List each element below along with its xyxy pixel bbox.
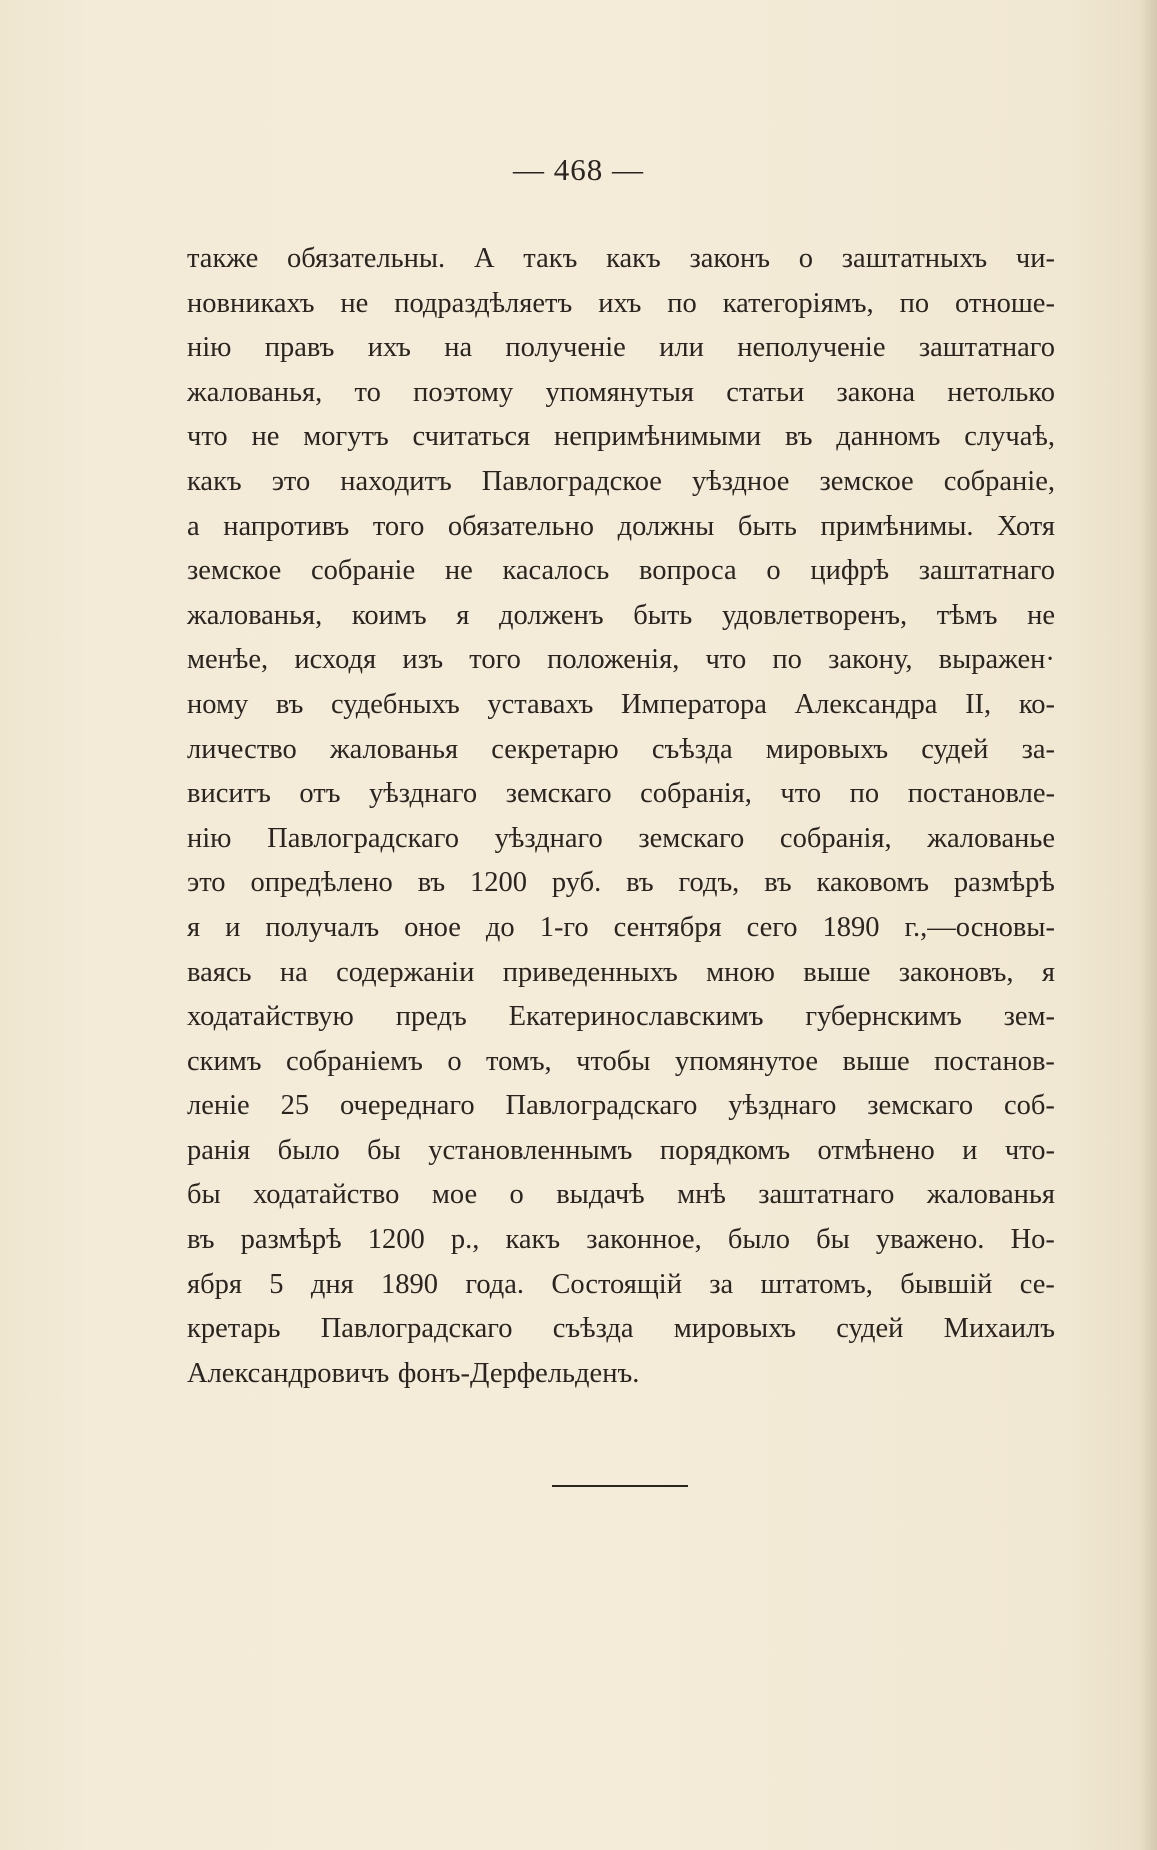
- word: закона: [836, 376, 915, 408]
- word: сентября: [613, 911, 722, 943]
- word: руб.: [551, 867, 602, 899]
- page-edge-shadow: [1139, 0, 1157, 1850]
- word: выдачѣ: [556, 1179, 645, 1211]
- word: а: [187, 510, 200, 542]
- word: того: [469, 644, 521, 676]
- word: Михаилъ: [943, 1313, 1055, 1345]
- word: ходатайствую: [187, 1001, 354, 1033]
- word: вопроса: [639, 555, 737, 587]
- word: по: [667, 287, 697, 319]
- word: собраніе: [310, 555, 416, 587]
- word: по: [899, 287, 930, 319]
- word: не: [444, 555, 473, 587]
- word: Павлоградскаго: [267, 822, 459, 854]
- word: мое: [431, 1179, 478, 1211]
- word: дня: [310, 1268, 354, 1300]
- word: это: [187, 867, 226, 899]
- word: отъ: [299, 778, 341, 810]
- word: сего: [746, 911, 798, 943]
- word: бы: [816, 1224, 850, 1256]
- word: 1200: [470, 867, 528, 899]
- word: каковомъ: [816, 867, 930, 899]
- text-line: [187, 1173, 1055, 1218]
- word: очереднаго: [339, 1090, 475, 1122]
- word: упомянутыя: [545, 376, 695, 408]
- word: обязательны.: [287, 243, 446, 274]
- word: Павлоградскаго: [320, 1313, 513, 1345]
- word: законное,: [586, 1224, 702, 1256]
- text-line: [187, 683, 1055, 728]
- word: земскаго: [638, 822, 745, 854]
- word: Павлоградскаго: [505, 1090, 698, 1122]
- word: штатомъ,: [760, 1268, 873, 1300]
- word: касалось: [502, 555, 610, 587]
- word: что: [705, 644, 747, 676]
- text-line: [187, 728, 1055, 773]
- text-line: [187, 995, 1055, 1040]
- word: отноше-: [955, 287, 1055, 319]
- word: жалованье: [927, 822, 1055, 854]
- word: чтобы: [576, 1045, 651, 1077]
- word: судей: [921, 733, 989, 765]
- word: статьи: [726, 376, 805, 408]
- word: Состоящій: [551, 1268, 682, 1300]
- word: какъ: [187, 465, 242, 497]
- word: установленнымъ: [428, 1134, 633, 1166]
- word: заштатнаго: [918, 332, 1055, 364]
- word: бы: [367, 1134, 401, 1166]
- word: съѣзда: [552, 1313, 634, 1345]
- word: новникахъ: [187, 287, 315, 319]
- word: порядкомъ: [659, 1134, 791, 1166]
- word: подраздѣляетъ: [394, 287, 573, 319]
- word: напротивъ: [223, 510, 350, 542]
- word: за: [709, 1268, 734, 1300]
- word: соб-: [1004, 1090, 1055, 1122]
- word: выше: [803, 956, 871, 988]
- text-line: [187, 237, 1055, 282]
- word: размѣрѣ: [240, 1224, 342, 1256]
- word: земскаго: [867, 1090, 974, 1122]
- word: жалованья: [926, 1179, 1055, 1211]
- text-line: [187, 460, 1055, 505]
- word: какъ: [606, 243, 661, 274]
- word: въ: [764, 867, 792, 899]
- word: категоріямъ,: [722, 287, 874, 319]
- text-line: [187, 326, 1055, 371]
- word: примѣнимы.: [820, 510, 974, 542]
- word: ваясь: [187, 956, 252, 988]
- word: 1890: [381, 1268, 439, 1300]
- word: судебныхъ: [331, 688, 460, 720]
- word: выражен·: [938, 644, 1055, 676]
- word: по: [772, 644, 802, 676]
- word: земское: [819, 465, 914, 497]
- text-line: [187, 861, 1055, 906]
- word: удовлетворенъ,: [721, 599, 908, 631]
- word: заштатнаго: [918, 555, 1055, 587]
- word: не: [251, 421, 280, 453]
- word: обязательно: [447, 510, 595, 542]
- word: мною: [706, 956, 775, 988]
- word: уѣзднаго: [728, 1090, 837, 1122]
- word: закону,: [828, 644, 913, 676]
- word: личество: [187, 733, 297, 765]
- word: Павлоградское: [481, 465, 662, 497]
- word: быть: [737, 510, 797, 542]
- word: томъ,: [486, 1045, 552, 1077]
- word: ко-: [1018, 688, 1055, 720]
- word: положенія,: [547, 644, 680, 676]
- word: ихъ: [367, 332, 411, 364]
- word: о: [766, 555, 781, 587]
- word: это: [271, 465, 311, 497]
- text-line: [187, 549, 1055, 594]
- word: Екатеринославскимъ: [508, 1001, 764, 1033]
- word: секретарю: [491, 733, 619, 765]
- word: приведенныхъ: [502, 956, 678, 988]
- word: собранія,: [640, 778, 752, 810]
- word: могутъ: [303, 421, 389, 453]
- word: то: [354, 376, 381, 408]
- word: неполученіе: [737, 332, 886, 364]
- text-line: [187, 1263, 1055, 1308]
- word: ному: [187, 688, 249, 720]
- word: до: [485, 911, 515, 943]
- word: постанов-: [934, 1045, 1055, 1077]
- text-line: [187, 505, 1055, 550]
- word: Александра: [794, 688, 938, 720]
- word: жалованья: [329, 733, 459, 765]
- text-line: [187, 951, 1055, 996]
- word: мнѣ: [677, 1179, 726, 1211]
- word: считаться: [412, 421, 531, 453]
- text-line: [187, 1218, 1055, 1263]
- word: данномъ: [836, 421, 941, 453]
- word: долженъ: [499, 599, 604, 631]
- word: съѣзда: [651, 733, 733, 765]
- word: опредѣлено: [250, 867, 393, 899]
- word: собраніемъ: [285, 1045, 423, 1077]
- word: 1-го: [539, 911, 589, 943]
- word: заштатнаго: [758, 1179, 895, 1211]
- word: скимъ: [187, 1045, 262, 1077]
- word: бывшій: [900, 1268, 993, 1300]
- word: въ: [417, 867, 446, 899]
- word: фонъ-Дерфельденъ.: [397, 1357, 640, 1389]
- word: въ: [784, 421, 813, 453]
- word: я: [456, 599, 470, 631]
- word: изъ: [402, 644, 444, 676]
- word: коимъ: [351, 599, 427, 631]
- word: размѣрѣ: [953, 867, 1055, 899]
- word: нію: [187, 332, 232, 364]
- word: 5: [269, 1268, 284, 1300]
- word: нетолько: [947, 376, 1055, 408]
- word: кретарь: [187, 1313, 281, 1345]
- word: ября: [187, 1268, 242, 1300]
- word: оное: [404, 911, 461, 943]
- word: зем-: [1003, 1001, 1055, 1033]
- word: ходатайство: [253, 1179, 400, 1211]
- word: въ: [275, 688, 304, 720]
- word: случаѣ,: [964, 421, 1055, 453]
- closing-rule: [552, 1485, 688, 1487]
- word: мировыхъ: [765, 733, 889, 765]
- word: Но-: [1010, 1224, 1055, 1256]
- word: заштатныхъ: [841, 243, 988, 274]
- word: того: [372, 510, 425, 542]
- word: упомянутое: [674, 1045, 819, 1077]
- word: годъ,: [678, 867, 740, 899]
- word: что: [187, 421, 228, 453]
- word: Императора: [620, 688, 767, 720]
- word: уѣздное: [691, 465, 790, 497]
- word: постановле-: [907, 778, 1055, 810]
- word: на: [279, 956, 308, 988]
- word: собраніе,: [943, 465, 1055, 497]
- text-line: [187, 1129, 1055, 1174]
- word: земское: [187, 555, 282, 587]
- word: 1200: [367, 1224, 425, 1256]
- word: непримѣнимыми: [553, 421, 762, 453]
- word: что: [780, 778, 822, 810]
- text-line: [187, 772, 1055, 817]
- text-line: [187, 638, 1055, 683]
- word: жалованья,: [187, 599, 323, 631]
- word: законовъ,: [898, 956, 1014, 988]
- text-line: [187, 817, 1055, 862]
- word: жалованья,: [187, 376, 323, 408]
- word: уѣзднаго: [494, 822, 603, 854]
- word: се-: [1019, 1268, 1055, 1300]
- word: законъ: [689, 243, 771, 274]
- word: о: [798, 243, 814, 274]
- word: я: [187, 911, 201, 943]
- text-line: [187, 1352, 1055, 1397]
- word: быть: [633, 599, 693, 631]
- word: за-: [1021, 733, 1055, 765]
- text-line: [187, 415, 1055, 460]
- word: на: [444, 332, 473, 364]
- word: предъ: [395, 1001, 467, 1033]
- word: А: [473, 243, 495, 274]
- word: отмѣнено: [817, 1134, 935, 1166]
- word: полученіе: [505, 332, 626, 364]
- word: г.,—основы-: [904, 911, 1055, 943]
- word: въ: [187, 1224, 215, 1256]
- word: поэтому: [413, 376, 514, 408]
- word: чи-: [1015, 243, 1055, 274]
- text-line: [187, 1307, 1055, 1352]
- page-number: — 468 —: [513, 152, 644, 187]
- text-line: [187, 282, 1055, 327]
- word: какъ: [505, 1224, 561, 1256]
- word: выше: [842, 1045, 910, 1077]
- word: въ: [626, 867, 654, 899]
- word: о: [509, 1179, 524, 1211]
- word: бы: [187, 1179, 221, 1211]
- word: губернскимъ: [805, 1001, 962, 1033]
- word: ранія: [187, 1134, 251, 1166]
- word: II,: [965, 688, 992, 720]
- word: я: [1041, 956, 1055, 988]
- body-text: [187, 237, 1055, 1396]
- word: леніе: [187, 1090, 250, 1122]
- word: нію: [187, 822, 232, 854]
- word: было: [277, 1134, 340, 1166]
- text-line: [187, 1084, 1055, 1129]
- word: Хотя: [997, 510, 1055, 542]
- word: цифрѣ: [810, 555, 890, 587]
- word: 1890: [822, 911, 880, 943]
- word: уѣзднаго: [369, 778, 478, 810]
- word: уставахъ: [487, 688, 594, 720]
- word: менѣе,: [187, 644, 269, 676]
- word: тѣмъ: [936, 599, 998, 631]
- word: года.: [465, 1268, 525, 1300]
- word: что-: [1004, 1134, 1055, 1166]
- word: или: [659, 332, 704, 364]
- text-line: [187, 906, 1055, 951]
- word: 25: [280, 1090, 310, 1122]
- word: должны: [617, 510, 715, 542]
- word: судей: [836, 1313, 904, 1345]
- word: земскаго: [505, 778, 612, 810]
- word: содержаніи: [336, 956, 475, 988]
- word: ихъ: [598, 287, 642, 319]
- word: находитъ: [340, 465, 452, 497]
- word: р.,: [450, 1224, 480, 1256]
- word: исходя: [294, 644, 377, 676]
- word: не: [1027, 599, 1055, 631]
- word: такъ: [523, 243, 578, 274]
- word: получалъ: [265, 911, 380, 943]
- word: виситъ: [187, 778, 271, 810]
- word: было: [727, 1224, 790, 1256]
- word: Александровичъ: [187, 1357, 390, 1389]
- word: правъ: [264, 332, 335, 364]
- word: собранія,: [779, 822, 892, 854]
- text-line: [187, 371, 1055, 416]
- word: уважено.: [875, 1224, 985, 1256]
- text-line: [187, 594, 1055, 639]
- word: по: [849, 778, 880, 810]
- word: и: [962, 1134, 978, 1166]
- text-line: [187, 1040, 1055, 1085]
- word: мировыхъ: [673, 1313, 797, 1345]
- word: не: [340, 287, 369, 319]
- word: и: [225, 911, 241, 943]
- word: также: [187, 243, 259, 274]
- word: о: [447, 1045, 462, 1077]
